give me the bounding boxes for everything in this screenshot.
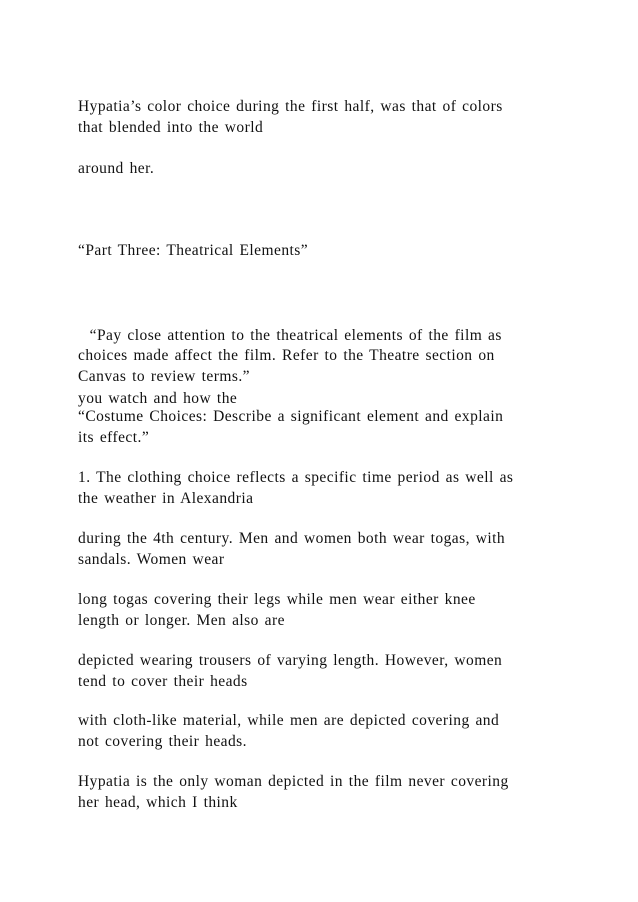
text-line: long togas covering their legs while men wear either knee (78, 591, 476, 608)
text-line: during the 4th century. Men and women both wear togas, with (78, 530, 506, 547)
text-line: Canvas to review terms.” (78, 368, 250, 385)
text-line: choices made affect the film. Refer to the Theatre section on (78, 347, 495, 364)
text-line: depicted wearing trousers of varying length. However, women (78, 652, 503, 669)
text-line: sandals. Women wear (78, 551, 225, 568)
paragraph (78, 650, 568, 692)
text-line: with cloth-like material, while men are depicted covering and (78, 712, 500, 729)
text-line: her head, which I think (78, 794, 238, 811)
paragraph (78, 771, 568, 813)
paragraph (78, 345, 568, 387)
text-line: around her. (78, 160, 155, 177)
text-line: “Costume Choices: Describe a significant element and explain (78, 408, 504, 425)
paragraph (78, 528, 568, 570)
paragraph (78, 158, 568, 179)
text-line: length or longer. Men also are (78, 612, 285, 629)
paragraph (78, 406, 568, 448)
text-line: Hypatia’s color choice during the first half, was that of colors (78, 98, 503, 115)
paragraph (78, 589, 568, 631)
text-line: 1. The clothing choice reflects a specific time period as well as (78, 469, 514, 486)
paragraph (78, 710, 568, 752)
text-line: Hypatia is the only woman depicted in the film never covering (78, 773, 509, 790)
text-line: that blended into the world (78, 119, 264, 136)
text-line: you watch and how the (78, 390, 238, 407)
text-line: the weather in Alexandria (78, 490, 254, 507)
section-heading (78, 240, 568, 261)
paragraph (78, 467, 568, 509)
text-line: not covering their heads. (78, 733, 247, 750)
text-line: its effect.” (78, 429, 150, 446)
text-line: tend to cover their heads (78, 673, 248, 690)
text-line: “Pay close attention to the theatrical elements of the film as (78, 327, 502, 344)
text-line: “Part Three: Theatrical Elements” (78, 242, 309, 259)
paragraph (78, 96, 568, 138)
